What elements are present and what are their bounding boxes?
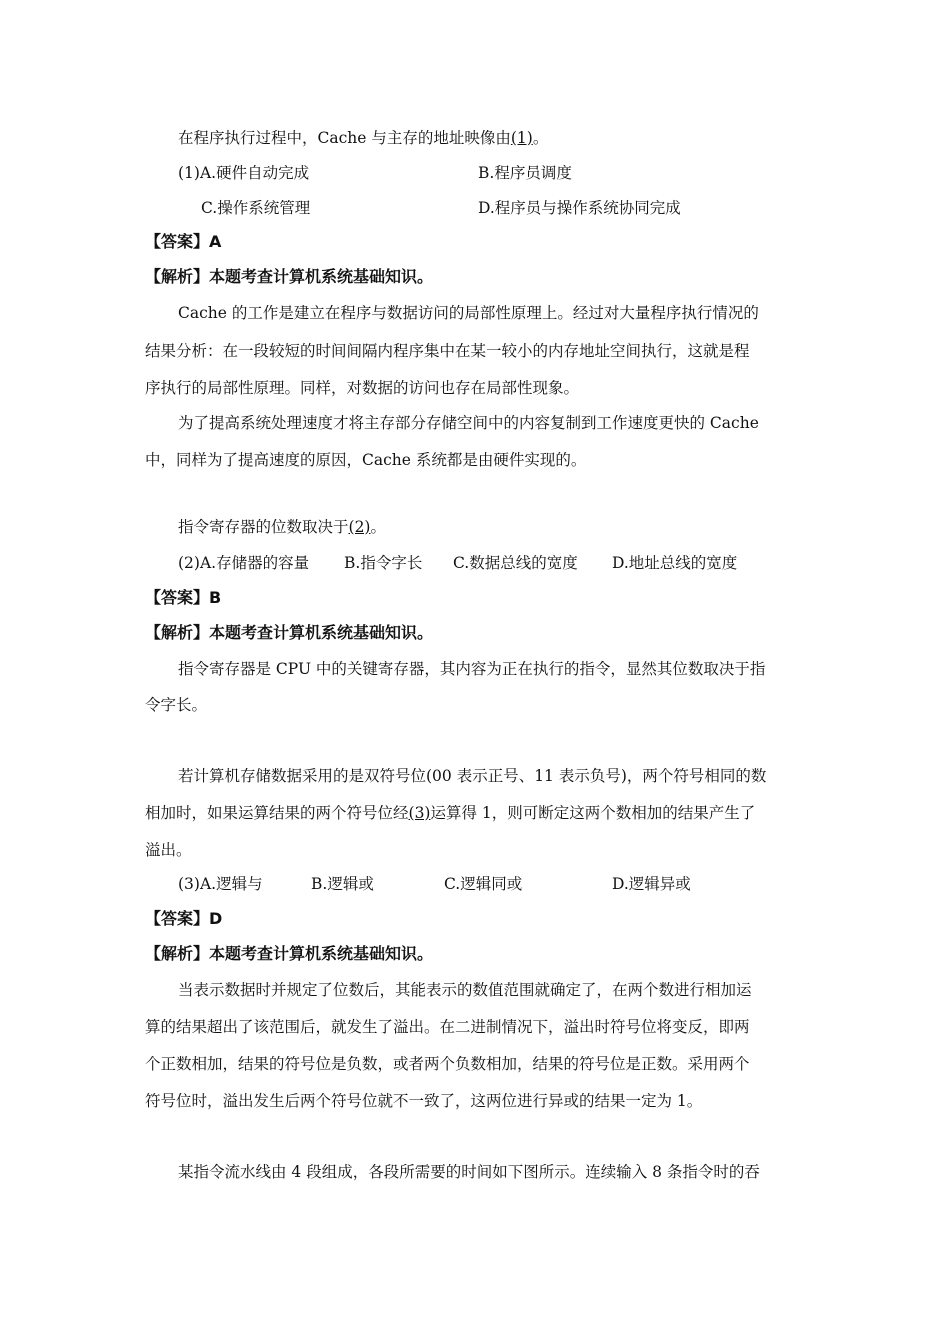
question-1-analysis-line: 结果分析：在一段较短的时间间隔内程序集中在某一较小的内存地址空间执行，这就是程 (145, 342, 750, 360)
question-2-analysis-title: 【解析】本题考查计算机系统基础知识。 (145, 623, 434, 642)
question-2-option-b: B.指令字长 (344, 554, 423, 572)
question-3-analysis-line: 当表示数据时并规定了位数后，其能表示的数值范围就确定了，在两个数进行相加运 (178, 981, 752, 999)
question-3-analysis-line: 个正数相加，结果的符号位是负数，或者两个负数相加，结果的符号位是正数。采用两个 (145, 1055, 750, 1073)
question-2-analysis-line: 指令寄存器是 CPU 中的关键寄存器，其内容为正在执行的指令，显然其位数取决于指 (178, 660, 766, 678)
question-3-option-d: D.逻辑异或 (612, 875, 691, 893)
question-1-option-d: D.程序员与操作系统协同完成 (478, 199, 681, 217)
question-3-analysis-line: 算的结果超出了该范围后，就发生了溢出。在二进制情况下，溢出时符号位将变反，即两 (145, 1018, 750, 1036)
question-3-answer: 【答案】D (145, 909, 223, 928)
question-4-stem-line: 某指令流水线由 4 段组成，各段所需要的时间如下图所示。连续输入 8 条指令时的吞 (178, 1163, 760, 1181)
question-1-analysis-line: 序执行的局部性原理。同样，对数据的访问也存在局部性现象。 (145, 379, 580, 397)
question-3-text: 相加时，如果运算结果的两个符号位经 (145, 804, 409, 822)
question-1-analysis-line: Cache 的工作是建立在程序与数据访问的局部性原理上。经过对大量程序执行情况的 (178, 304, 759, 322)
question-1-option-a: (1)A.硬件自动完成 (178, 164, 310, 182)
question-2-option-c: C.数据总线的宽度 (453, 554, 578, 572)
question-1-answer: 【答案】A (145, 232, 222, 251)
question-2-analysis-line: 令字长。 (145, 696, 208, 714)
question-1-analysis-title: 【解析】本题考查计算机系统基础知识。 (145, 267, 434, 286)
question-2-option-a: (2)A.存储器的容量 (178, 554, 310, 572)
question-3-analysis-line: 符号位时，溢出发生后两个符号位就不一致了，这两位进行异或的结果一定为 1。 (145, 1092, 703, 1110)
question-3-option-b: B.逻辑或 (311, 875, 374, 893)
question-1-option-c: C.操作系统管理 (201, 199, 311, 217)
question-3-stem-line: 溢出。 (145, 841, 192, 859)
question-2-stem (178, 516, 386, 538)
question-3-stem-line (145, 802, 755, 824)
question-2-text-end: 。 (370, 518, 386, 536)
question-2-option-d: D.地址总线的宽度 (612, 554, 738, 572)
question-3-option-c: C.逻辑同或 (444, 875, 523, 893)
question-1-analysis-line: 中，同样为了提高速度的原因，Cache 系统都是由硬件实现的。 (145, 451, 587, 469)
question-3-blank: (3) (408, 804, 431, 822)
question-3-option-a: (3)A.逻辑与 (178, 875, 263, 893)
question-1-text-end: 。 (532, 129, 549, 147)
question-3-analysis-title: 【解析】本题考查计算机系统基础知识。 (145, 944, 434, 963)
question-1-option-b: B.程序员调度 (478, 164, 572, 182)
question-2-answer: 【答案】B (145, 588, 222, 607)
question-2-text: 指令寄存器的位数取决于 (178, 518, 349, 536)
question-1-analysis-line: 为了提高系统处理速度才将主存部分存储空间中的内容复制到工作速度更快的 Cache (178, 414, 759, 432)
question-3-text-end: 运算得 1，则可断定这两个数相加的结果产生了 (430, 804, 756, 822)
question-1-stem (178, 127, 548, 149)
question-2-blank: (2) (348, 518, 371, 536)
question-1-text: 在程序执行过程中，Cache 与主存的地址映像由 (178, 129, 511, 147)
question-1-blank: (1) (510, 129, 533, 147)
question-3-stem-line: 若计算机存储数据采用的是双符号位(00 表示正号、11 表示负号)，两个符号相同的数 (178, 767, 767, 785)
